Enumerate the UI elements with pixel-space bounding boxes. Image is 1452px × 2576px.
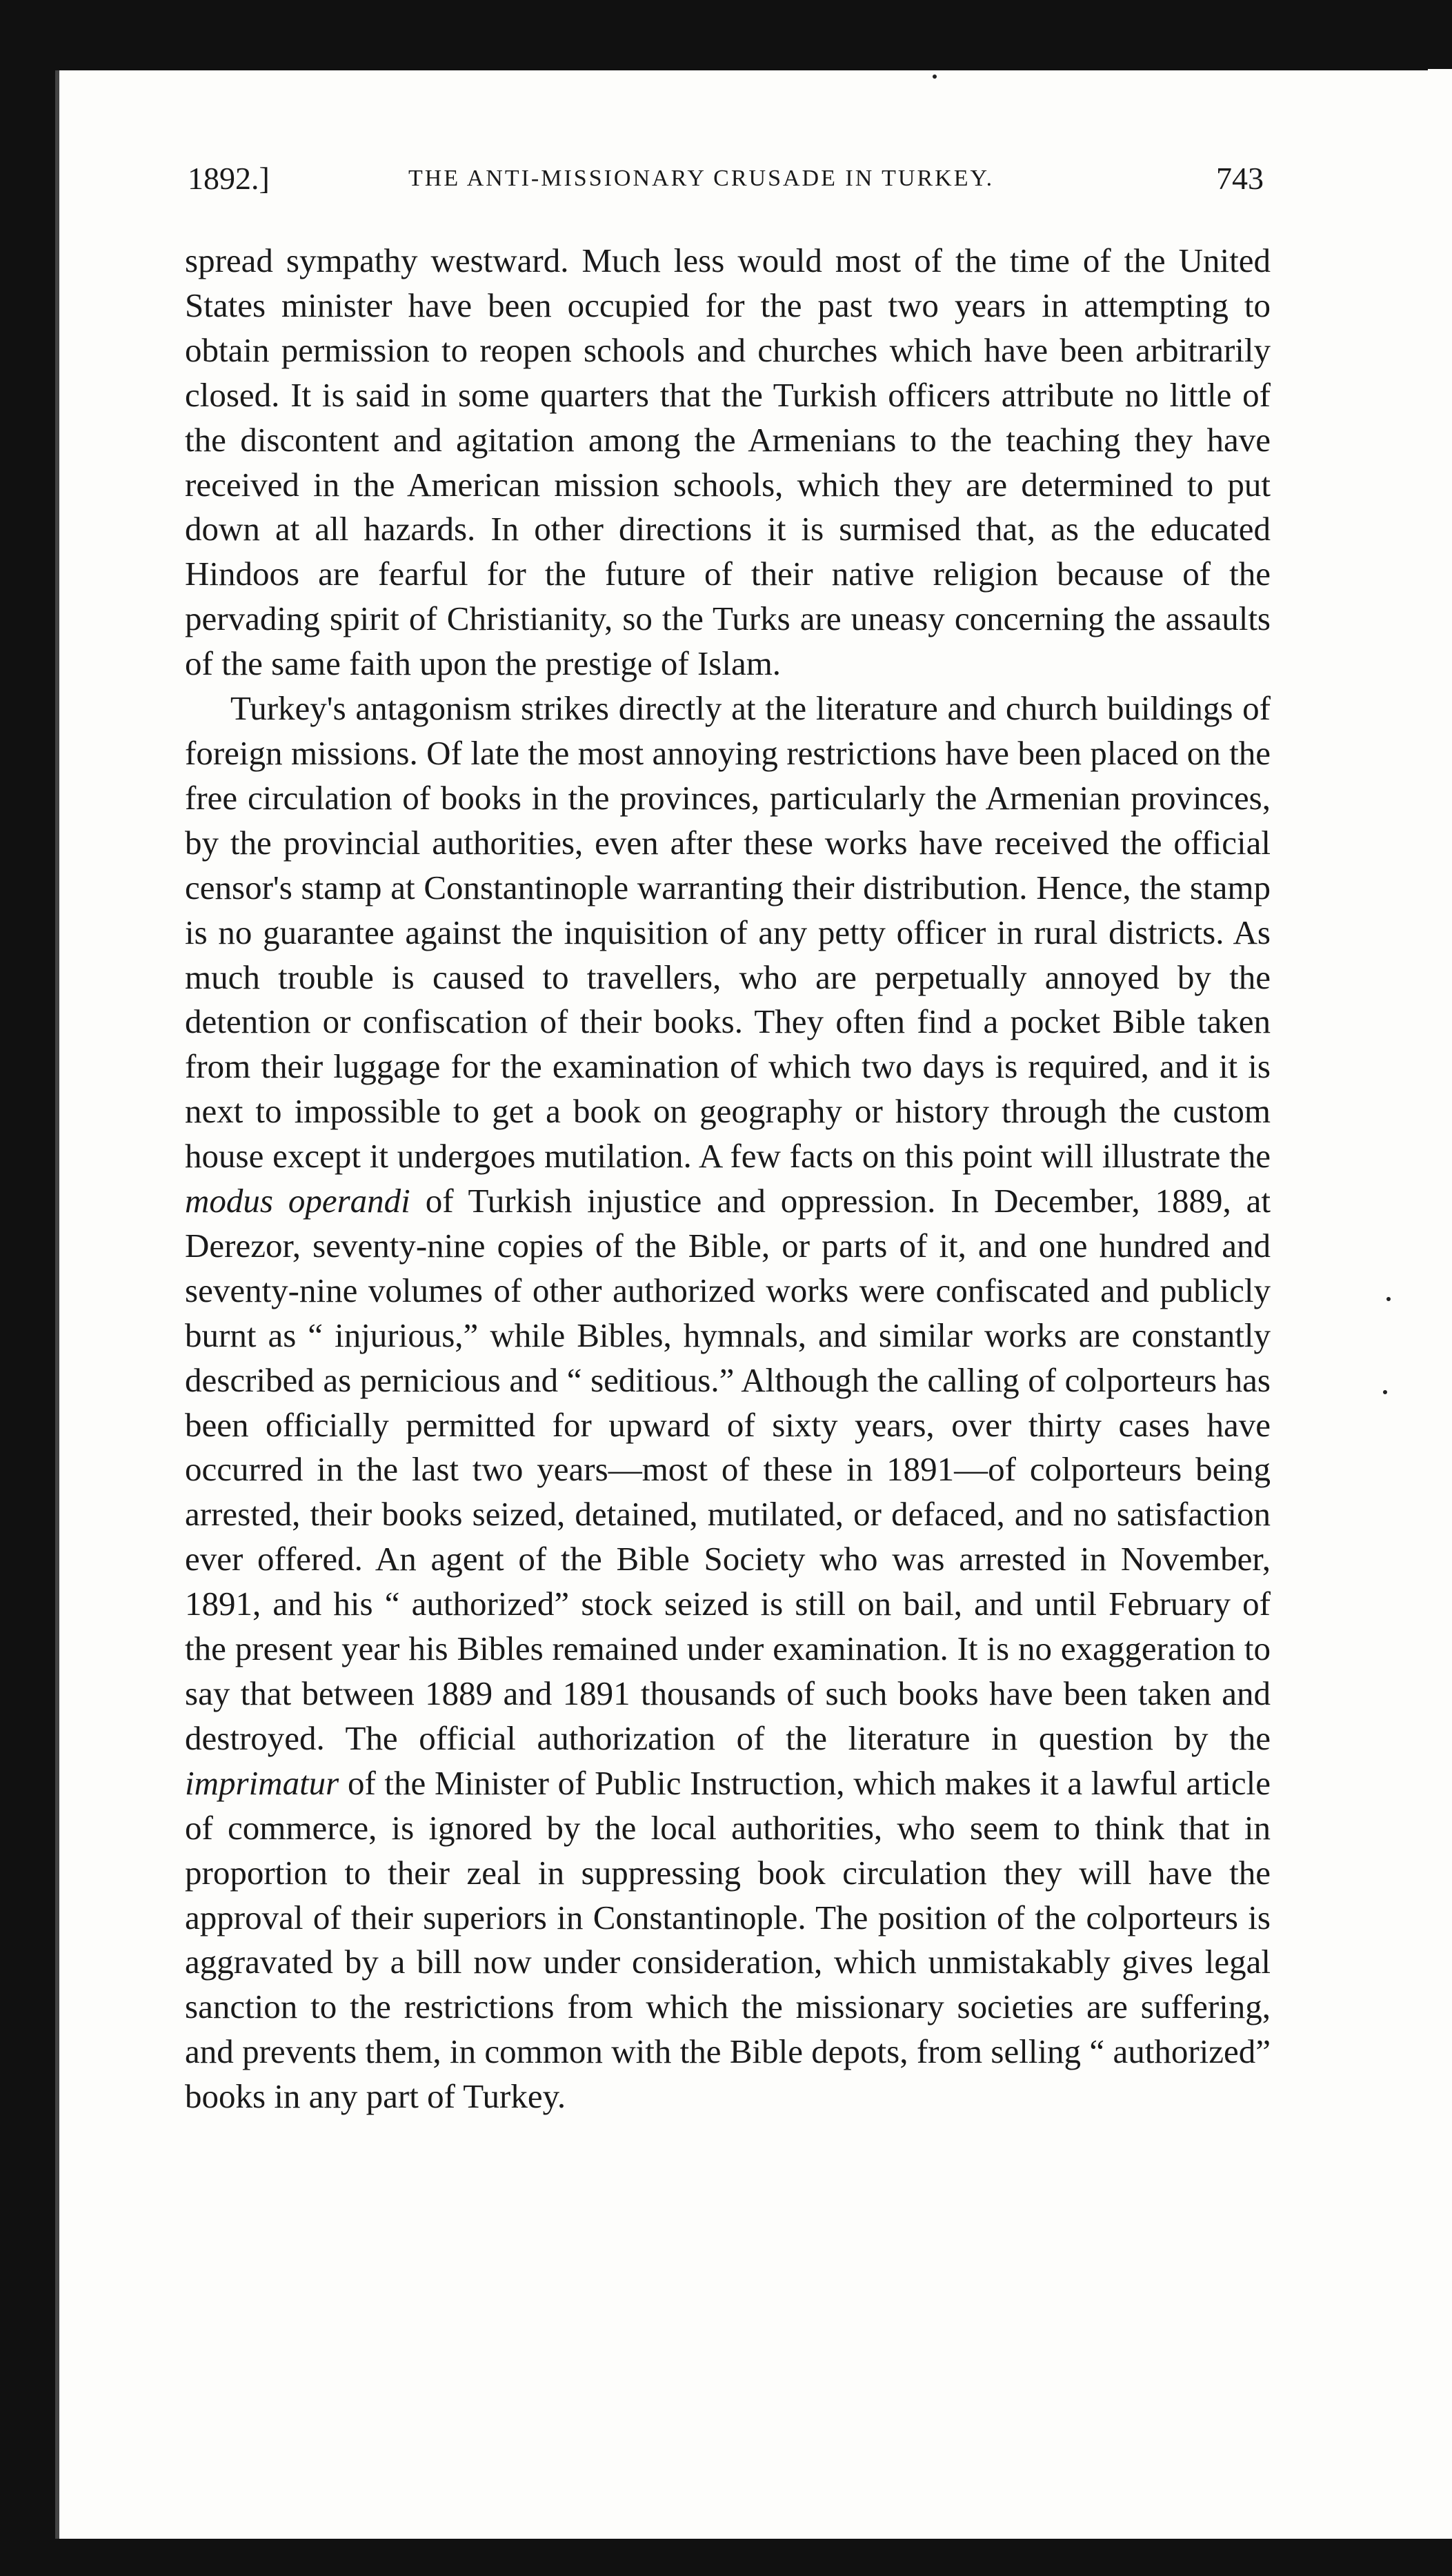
header-title: THE ANTI-MISSIONARY CRUSADE IN TURKEY. (408, 166, 995, 191)
scan-speck (1383, 1390, 1387, 1394)
scan-border-top-inner (55, 50, 1428, 70)
paragraph-1 (185, 239, 1271, 686)
paragraph-2-text-a: Turkey's antagonism strikes directly at the literature and church buildings of foreign missions. Of late the most annoying restrictions have been placed on the free circulation of books in the provinces, particularly the Armenian provinces, by the provincial authorities, even after these works have received the official censor's stamp at Constantinople warranting their distribution. Hence, the stamp is no guarantee against the inquisition of any petty officer in rural districts. As much trouble is caused to travellers, who are perpetually annoyed by the detention or confiscation of their books. They often find a pocket Bible taken from their luggage for the examination of which two days is required, and it is next to impossible to get a book on geography or history through the custom house except it undergoes mutilation. A few facts on this point will illustrate the (185, 689, 1271, 1176)
scan-speck (1386, 1297, 1391, 1301)
scan-speck (933, 75, 937, 79)
italic-modus-operandi: modus operandi (185, 1182, 410, 1220)
page-number: 743 (1216, 161, 1264, 196)
paragraph-2-text-c: of the Minister of Public Instruction, which makes it a lawful article of commerce, is ignored by the local authorities, who seem to think that in proportion to their zeal in suppressing book circulation they will have the approval of their superiors in Constantinople. The position of the colporteurs is aggravated by a bill now under consideration, which unmistakably gives legal sanction to the restrictions from which the missionary societies are suffering, and prevents them, in common with the Bible depots, from selling “ authorized” books in any part of Turkey. (185, 1763, 1271, 2116)
paragraph-1-text: spread sympathy westward. Much less would most of the time of the United States minister have been occupied for the past two years in attempting to obtain permission to reopen schools and churches which have been arbitrarily closed. It is said in some quarters that the Turkish officers attribute no little of the discontent and agitation among the Armenians to the teaching they have received in the American mission schools, which they are determined to put down at all hazards. In other directions it is surmised that, as the educated Hindoos are fearful for the future of their native religion because of the pervading spirit of Christianity, so the Turks are uneasy concerning the assaults of the same faith upon the prestige of Islam. (185, 241, 1271, 683)
running-header (188, 160, 1264, 210)
scan-border-left (0, 0, 55, 2576)
italic-imprimatur: imprimatur (185, 1763, 339, 1802)
header-year: 1892.] (188, 161, 270, 196)
scan-border-bottom (55, 2539, 1452, 2576)
scan-border-right (1426, 0, 1452, 69)
paragraph-2-text-b: of Turkish injustice and oppression. In December, 1889, at Derezor, seventy-nine copies of the Bible, or parts of it, and one hundred and seventy-nine volumes of other authorized works were confiscated and publicly burnt as “ injurious,” while Bibles, hymnals, and similar works are constantly described as pernicious and “ seditious.” Although the calling of colporteurs has been officially permitted for upward of sixty years, over thirty cases have occurred in the last two years—most of these in 1891—of colporteurs being arrested, their books seized, detained, mutilated, or defaced, and no satisfaction ever offered. An agent of the Bible Society who was arrested in November, 1891, and his “ authorized” stock seized is still on bail, and until February of the present year his Bibles remained under examination. It is no exaggeration to say that between 1889 and 1891 thousands of such books have been taken and destroyed. The official authorization of the literature in question by the (185, 1182, 1271, 1757)
scan-page-edge (55, 69, 59, 2566)
body-text (185, 239, 1271, 2119)
paragraph-2 (185, 686, 1271, 2119)
